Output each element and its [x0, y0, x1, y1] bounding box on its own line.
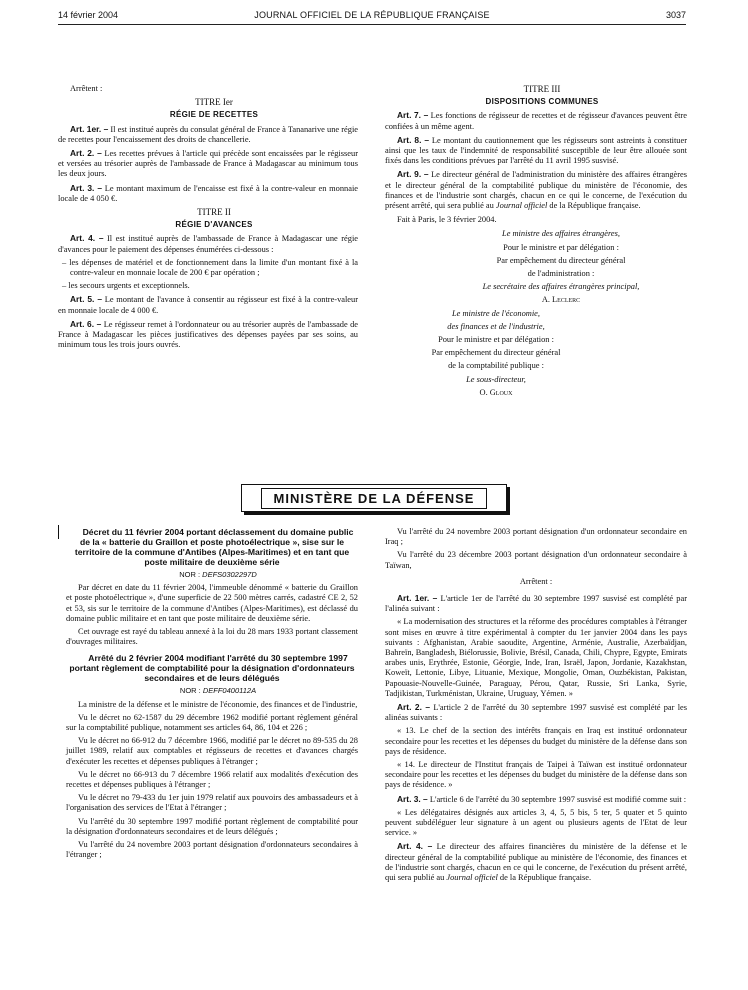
titre-2-subtitle: RÉGIE D'AVANCES: [175, 220, 253, 230]
top-right-column: [385, 84, 687, 401]
arrete-title: Arrêté du 2 février 2004 modifiant l'arrêté du 30 septembre 1997 portant règlement de comptabilité pour la désignation d'ordonnateurs secondaires et de leurs délégués: [69, 653, 355, 684]
ministere-heading: MINISTÈRE DE LA DÉFENSE: [261, 488, 488, 509]
header-page-number: 3037: [665, 10, 686, 20]
visa-4: Vu le décret no 66-913 du 7 décembre 1966 relatif aux modalités d'exécution des recettes et dépenses publiques à l'étranger ;: [66, 769, 358, 790]
visa-7: Vu l'arrêté du 24 novembre 2003 portant désignation d'ordonnateurs secondaires à l'étranger ;: [66, 840, 358, 860]
bottom-right-column: [385, 527, 687, 886]
decret-title: Décret du 11 février 2004 portant déclassement du domaine public de la « batterie du Graillon et poste photoélectrique », sise sur le territoire de la commune d'Antibes (Alpes-Maritimes) et en tant que poste militaire de deuxième série: [74, 527, 354, 567]
decret-nor: NOR : DEFS0302297D: [179, 570, 257, 579]
arrete-article-1-quote: « La modernisation des structures et la réforme des procédures comptables à l'étranger sont mises en œuvre à titre expérimental à compter du 1er janvier 2004 dans les pays suivants : Afghanistan, Arabie saoudite, Argentine, Arménie, Australie, Azerbaïdjan, Bahreïn, Bangladesh, Biélorussie, Bolivie, Brésil, Canada, Chili, Chypre, Egypte, Emirats arabes unis, Erythrée, Estonie, Géorgie, Inde, Iran, Israël, Japon, Jordanie, Kazakhstan, Koweït, Lettonie, Libye, Lituanie, Mexique, Mongolie, Oman, Ouzbékistan, Pakistan, Papouasie-Nouvelle-Guinée, Paraguay, Pérou, Qatar, Russie, Sri Lanka, Syrie, Tadjikistan, Turkménistan, Ukraine, Uruguay, Yémen. »: [385, 617, 687, 698]
arrete-article-2-quote-1: « 13. Le chef de la section des intérêts français en Iraq est institué ordonnateur secondaire pour les recettes et les dépenses du budget du ministère de la défense dans son pays de résidence.: [385, 726, 687, 756]
visa-8: Vu l'arrêté du 24 novembre 2003 portant désignation d'un ordonnateur secondaire en Iraq ;: [385, 527, 687, 547]
titre-1: TITRE Ier: [195, 97, 233, 108]
fait-a-paris: Fait à Paris, le 3 février 2004.: [397, 215, 497, 225]
arrete-article-2-quote-2: « 14. Le directeur de l'Institut français de Taipei à Taïwan est institué ordonnateur secondaire pour les recettes et les dépenses du budget du ministère de la défense dans son pays de résidence. »: [385, 760, 687, 790]
visa-2: Vu le décret no 62-1587 du 29 décembre 1962 modifié portant règlement général sur la comptabilité publique, notamment ses articles 64, 86, 104 et 226 ;: [66, 712, 358, 733]
page-header: [58, 10, 686, 25]
arrete-article-4: Art. 4. – Le directeur des affaires financières du ministère de la défense et le directeur général de la comptabilité publique au ministère de l'économie, des finances et de l'industrie sont chargés, chacun en ce qui le concerne, de l'exécution du présent arrêté, qui sera publié au Journal officiel de la République française.: [385, 841, 687, 883]
decret-paragraph-2: Cet ouvrage est rayé du tableau annexé à la loi du 28 mars 1933 portant classement d'ouvrages militaires.: [66, 627, 358, 647]
arrete-article-2: Art. 2. – L'article 2 de l'arrêté du 30 septembre 1997 susvisé est complété par les alinéas suivants :: [385, 702, 688, 723]
ministere-heading-box: [241, 484, 507, 512]
titre-2: TITRE II: [197, 207, 231, 218]
arrete-nor: NOR : DEFF0400112A: [179, 686, 257, 696]
article-5: Art. 5. – Le montant de l'avance à consentir au régisseur est fixé à la contre-valeur en monnaie locale de 4 000 €.: [58, 294, 359, 315]
article-1: Art. 1er. – Il est institué auprès du consulat général de France à Tananarive une régie de recettes pour l'encaissement des droits de chancellerie.: [58, 123, 358, 144]
article-4-item-2: – les secours urgents et exceptionnels.: [62, 281, 190, 291]
article-9: Art. 9. – Le directeur général de l'administration du ministère des affaires étrangères et le directeur général de la comptabilité publique du ministère de l'économie, des finances et de l'industrie sont chargés, chacun en ce qui le concerne, de l'exécution du présent arrêté, qui sera publié au Journal officiel de la République française.: [385, 169, 688, 211]
top-left-column: [58, 84, 358, 353]
article-4-item-1: – les dépenses de matériel et de fonctionnement dans la limite d'un montant fixé à la contre-valeur en monnaie locale de 200 € par opération ;: [62, 257, 358, 278]
arrete-article-3-quote: « Les délégataires désignés aux articles 3, 4, 5, 5 bis, 5 ter, 5 quater et 5 quinto peuvent subdéléguer leur signature à un agent ou plusieurs agents de l'Etat de leur service. »: [385, 807, 687, 838]
article-3: Art. 3. – Le montant maximum de l'encaisse est fixé à la contre-valeur en monnaie locale de 4 050 €.: [58, 182, 359, 203]
visa-9: Vu l'arrêté du 23 décembre 2003 portant désignation d'un ordonnateur secondaire à Taïwan,: [385, 550, 687, 570]
article-4: Art. 4. – Il est institué auprès de l'ambassade de France à Madagascar une régie d'avances pour le paiement des dépenses énumérées ci-dessous :: [58, 233, 359, 254]
header-date: 14 février 2004: [58, 10, 119, 20]
article-2: Art. 2. – Les recettes prévues à l'article qui précède sont encaissées par le régisseur et versées au trésorier auprès de l'ambassade de France à Madagascar au minimum tous les deux jours.: [58, 148, 358, 179]
titre-3: TITRE III: [523, 84, 561, 94]
article-6: Art. 6. – Le régisseur remet à l'ordonnateur ou au trésorier auprès de l'ambassade de France à Madagascar les pièces justificatives des dépenses payées par ses soins, au minimum tous les trois jours ouvrés.: [58, 318, 358, 350]
article-8: Art. 8. – Le montant du cautionnement que les régisseurs sont astreints à constituer ainsi que les taux de l'indemnité de responsabilité susceptible de leur être allouée sont fixés dans les conditions prévues par l'arrêté du 11 avril 1995 susvisé.: [385, 134, 687, 166]
section-marker: [58, 525, 59, 539]
signature-block-1: Le ministre des affaires étrangères, Pour le ministre et par délégation : Par empêchement du directeur général de l'administration : Le secrétaire des affaires étrangères principal, A. Leclerc: [482, 229, 640, 305]
bottom-left-column: [66, 527, 358, 863]
visa-5: Vu le décret no 79-433 du 1er juin 1979 relatif aux pouvoirs des ambassadeurs et à l'organisation des services de l'Etat à l'étranger ;: [66, 793, 358, 813]
visa-3: Vu le décret no 66-912 du 7 décembre 1966, modifié par le décret no 89-535 du 28 juillet 1989, relatif aux comptables et régisseurs de recettes et d'avances chargés d'exécuter les recettes et dépenses publiques à l'étranger ;: [66, 736, 358, 766]
arrete-article-1: Art. 1er. – L'article 1er de l'arrêté du 30 septembre 1997 susvisé est complété par l'alinéa suivant :: [385, 593, 687, 614]
arretent-label: Arrêtent :: [70, 84, 103, 93]
arrete-article-3: Art. 3. – L'article 6 de l'arrêté du 30 septembre 1997 susvisé est modifié comme suit :: [397, 793, 687, 804]
header-journal-title: JOURNAL OFFICIEL DE LA RÉPUBLIQUE FRANÇAISE: [254, 10, 490, 20]
arretent-label-2: Arrêtent :: [519, 576, 553, 586]
article-7: Art. 7. – Les fonctions de régisseur de recettes et de régisseur d'avances peuvent être confiées à un même agent.: [385, 110, 687, 131]
decret-paragraph-1: Par décret en date du 11 février 2004, l'immeuble dénommé « batterie du Graillon et poste photoélectrique », d'une superficie de 22 500 mètres carrés, cadastré CE 2, 52 et 53, sis sur le territoire de la commune d'Antibes (Alpes-Maritimes), est déclassé du domaine public militaire et en tant que poste militaire de deuxième série.: [66, 583, 358, 623]
visa-1: La ministre de la défense et le ministre de l'économie, des finances et de l'industrie,: [78, 699, 358, 709]
titre-1-subtitle: RÉGIE DE RECETTES: [169, 110, 259, 120]
visa-6: Vu l'arrêté du 30 septembre 1997 modifié portant règlement de comptabilité pour la désignation d'ordonnateurs secondaires et de leurs délégués ;: [66, 816, 358, 836]
titre-3-subtitle: DISPOSITIONS COMMUNES: [485, 97, 599, 107]
signature-block-2: Le ministre de l'économie, des finances et de l'industrie, Pour le ministre et par délégation : Par empêchement du directeur général de la comptabilité publique : Le sous-directeur, O. Gloux: [431, 308, 561, 397]
